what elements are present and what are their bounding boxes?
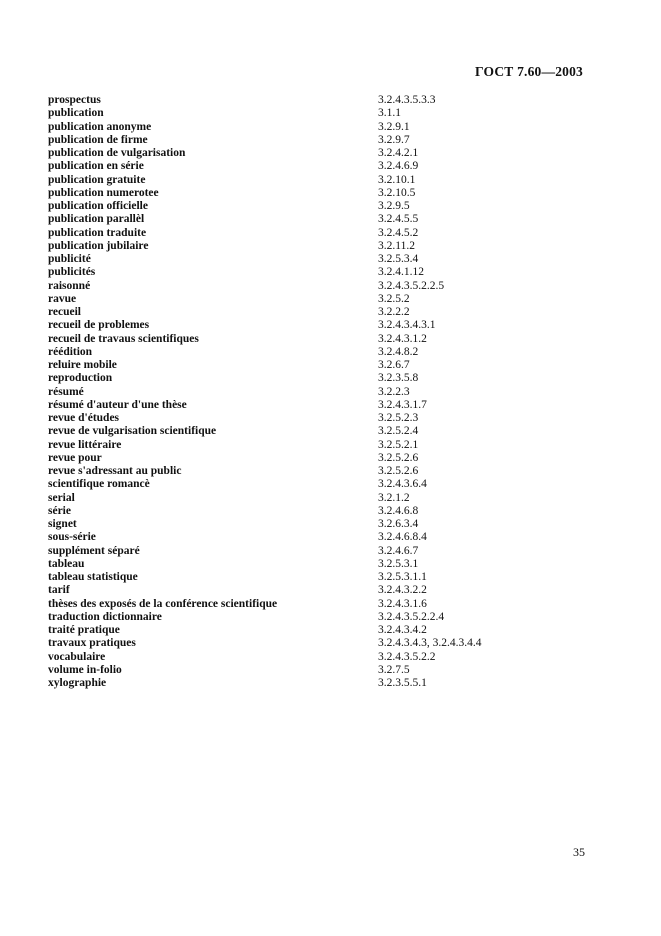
index-row — [48, 333, 588, 346]
index-term: publication jubilaire — [48, 239, 149, 252]
index-term: tarif — [48, 584, 70, 597]
index-reference: 3.2.1.2 — [378, 491, 410, 504]
index-term: supplément séparé — [48, 544, 140, 557]
index-row — [48, 187, 588, 200]
index-row — [48, 372, 588, 385]
index-reference: 3.2.4.3.4.3, 3.2.4.3.4.4 — [378, 637, 482, 650]
index-term: recueil de problemes — [48, 319, 150, 332]
index-reference: 3.2.6.3.4 — [378, 518, 419, 530]
index-row — [48, 505, 588, 518]
index-term: publication officielle — [48, 200, 148, 212]
index-row — [48, 465, 588, 478]
index-reference: 3.2.3.5.8 — [378, 372, 419, 385]
index-row — [48, 492, 588, 505]
index-reference: 3.2.5.2.4 — [378, 425, 419, 438]
index-term: reluire mobile — [48, 359, 117, 371]
index-row — [48, 637, 588, 650]
index-term: publication de vulgarisation — [48, 147, 186, 159]
index-row — [48, 412, 588, 425]
index-term: volume in-folio — [48, 663, 122, 676]
index-reference: 3.2.10.5 — [378, 186, 416, 199]
index-term: publication gratuite — [48, 173, 146, 186]
index-term: série — [48, 504, 71, 517]
index-term: publication traduite — [48, 226, 147, 239]
index-row — [48, 121, 588, 134]
index-term: revue de vulgarisation scientifique — [48, 425, 217, 438]
index-row — [48, 160, 588, 173]
index-term: travaux pratiques — [48, 637, 136, 650]
index-row — [48, 439, 588, 452]
index-reference: 3.2.4.5.5 — [378, 213, 419, 226]
index-reference: 3.2.4.2.1 — [378, 147, 419, 159]
index-reference: 3.2.11.2 — [378, 239, 415, 252]
index-row — [48, 611, 588, 624]
index-reference: 3.2.9.1 — [378, 120, 410, 133]
index-row — [48, 425, 588, 438]
index-reference: 3.2.2.2 — [378, 306, 410, 318]
index-reference: 3.2.4.3.1.6 — [378, 597, 427, 610]
index-term: réédition — [48, 345, 93, 358]
index-reference: 3.2.4.3.1.7 — [378, 398, 427, 411]
index-row — [48, 306, 588, 319]
index-term: thèses des exposés de la conférence scientifique — [48, 597, 278, 610]
index-reference: 3.2.4.6.7 — [378, 544, 419, 557]
index-term: raisonné — [48, 279, 91, 292]
index-reference: 3.2.5.3.4 — [378, 253, 419, 265]
index-row — [48, 94, 588, 107]
index-reference: 3.2.5.2.1 — [378, 438, 419, 451]
index-term: reproduction — [48, 372, 113, 385]
index-row — [48, 598, 588, 611]
index-reference: 3.2.6.7 — [378, 359, 410, 371]
index-row — [48, 399, 588, 412]
index-row — [48, 174, 588, 187]
index-term: publication en série — [48, 160, 144, 173]
index-reference: 3.2.4.1.12 — [378, 266, 424, 279]
index-row — [48, 571, 588, 584]
index-row — [48, 518, 588, 531]
index-term: recueil de travaus scientifiques — [48, 332, 199, 345]
index-reference: 3.2.4.5.2 — [378, 226, 419, 239]
index-reference: 3.2.5.3.1.1 — [378, 571, 427, 583]
index-term: signet — [48, 518, 77, 530]
index-row — [48, 147, 588, 160]
index-term: tableau — [48, 557, 85, 570]
index-term: scientifique romancè — [48, 478, 150, 491]
index-row — [48, 545, 588, 558]
index-term: revue d'études — [48, 412, 120, 424]
index-term: traité pratique — [48, 624, 120, 636]
index-term: xylographie — [48, 677, 107, 689]
index-row — [48, 558, 588, 571]
index-term: publication — [48, 107, 104, 120]
index-row — [48, 531, 588, 544]
index-row — [48, 280, 588, 293]
index-row — [48, 293, 588, 306]
index-reference: 3.2.5.2.6 — [378, 451, 419, 464]
index-term: publicité — [48, 253, 91, 265]
index-row — [48, 200, 588, 213]
index-row — [48, 253, 588, 266]
index-reference: 3.2.4.3.4.2 — [378, 624, 427, 636]
index-reference: 3.2.4.3.5.2.2 — [378, 650, 436, 663]
index-row — [48, 346, 588, 359]
index-reference: 3.2.5.3.1 — [378, 557, 419, 570]
index-term: publication numerotee — [48, 186, 159, 199]
index-term: tableau statistique — [48, 571, 138, 583]
index-reference: 3.2.4.3.4.3.1 — [378, 319, 436, 332]
index-reference: 3.2.9.5 — [378, 200, 410, 212]
index-term: recueil — [48, 306, 81, 318]
index-term: résumé — [48, 385, 84, 398]
index-row — [48, 478, 588, 491]
index-reference: 3.2.4.6.8.4 — [378, 531, 427, 544]
index-row — [48, 651, 588, 664]
index-term: ravue — [48, 292, 77, 305]
index-reference: 3.2.4.8.2 — [378, 345, 419, 358]
term-index-list — [48, 94, 588, 690]
index-term: publication anonyme — [48, 120, 152, 133]
index-term: sous-série — [48, 531, 96, 544]
index-reference: 3.2.4.3.5.2.2.5 — [378, 279, 445, 292]
index-row — [48, 664, 588, 677]
index-term: serial — [48, 491, 75, 504]
index-row — [48, 584, 588, 597]
index-term: revue littéraire — [48, 438, 122, 451]
index-reference: 3.2.4.3.5.2.2.4 — [378, 610, 445, 623]
index-reference: 3.2.7.5 — [378, 663, 410, 676]
index-row — [48, 359, 588, 372]
index-term: publication parallèl — [48, 213, 145, 226]
index-reference: 3.2.10.1 — [378, 173, 416, 186]
index-reference: 3.2.5.2.6 — [378, 465, 419, 477]
index-row — [48, 213, 588, 226]
index-term: traduction dictionnaire — [48, 610, 162, 623]
index-row — [48, 452, 588, 465]
index-row — [48, 319, 588, 332]
index-row — [48, 107, 588, 120]
index-term: prospectus — [48, 94, 101, 106]
standard-header: ГОСТ 7.60—2003 — [475, 64, 583, 79]
index-reference: 3.2.4.3.5.3.3 — [378, 94, 436, 106]
index-row — [48, 240, 588, 253]
index-term: publicités — [48, 266, 96, 279]
index-reference: 3.2.2.3 — [378, 385, 410, 398]
index-reference: 3.2.4.6.9 — [378, 160, 419, 173]
index-reference: 3.2.4.3.1.2 — [378, 332, 427, 345]
index-row — [48, 134, 588, 147]
index-row — [48, 266, 588, 279]
index-term: publication de firme — [48, 133, 148, 146]
index-row — [48, 227, 588, 240]
index-term: revue s'adressant au public — [48, 465, 182, 477]
index-row — [48, 677, 588, 690]
page-number: 35 — [573, 845, 585, 859]
index-row — [48, 386, 588, 399]
index-reference: 3.2.5.2.3 — [378, 412, 419, 424]
index-reference: 3.2.4.3.2.2 — [378, 584, 427, 597]
index-term: revue pour — [48, 451, 102, 464]
index-reference: 3.1.1 — [378, 107, 401, 120]
index-reference: 3.2.4.3.6.4 — [378, 478, 427, 491]
index-reference: 3.2.9.7 — [378, 133, 410, 146]
index-reference: 3.2.4.6.8 — [378, 504, 419, 517]
index-reference: 3.2.5.2 — [378, 292, 410, 305]
index-term: résumé d'auteur d'une thèse — [48, 398, 187, 411]
index-row — [48, 624, 588, 637]
index-term: vocabulaire — [48, 650, 106, 663]
index-reference: 3.2.3.5.5.1 — [378, 677, 427, 689]
